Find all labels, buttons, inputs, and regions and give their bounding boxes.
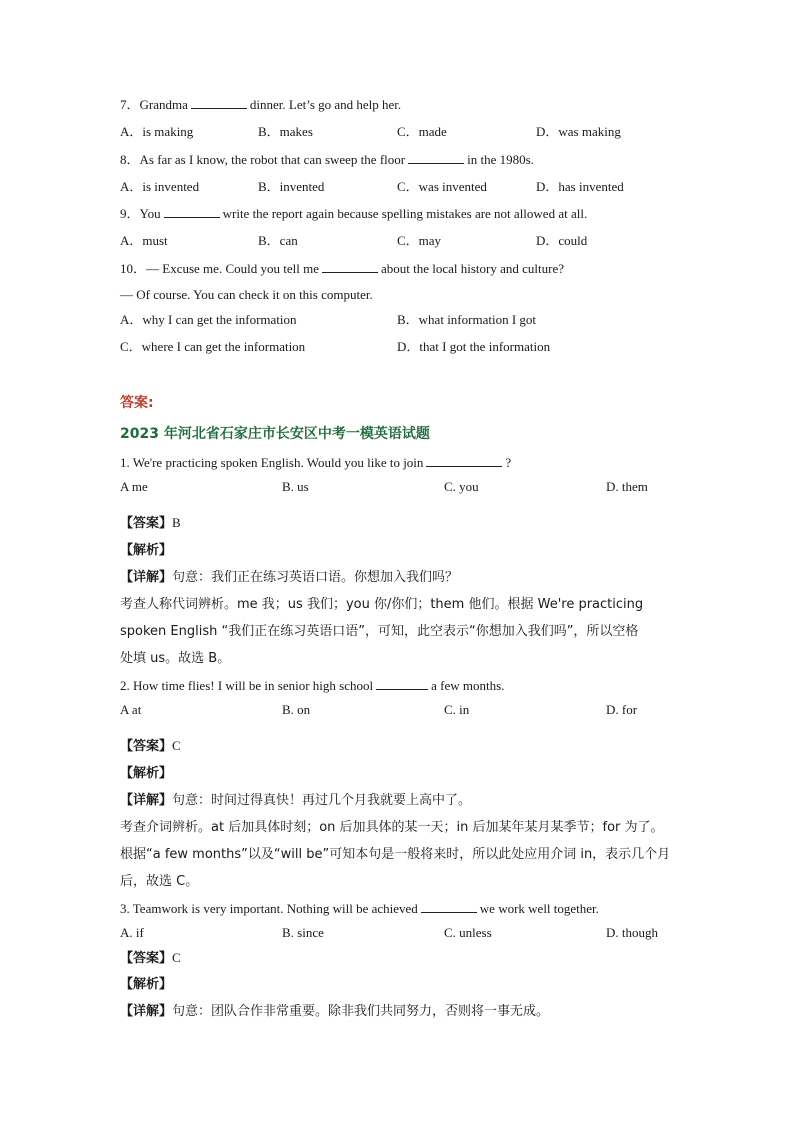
- option-c: C．where I can get the information: [120, 339, 306, 354]
- question-number: 8．: [120, 152, 140, 167]
- option-c: C. in: [444, 702, 470, 717]
- option-a: A me: [120, 479, 148, 494]
- option-b: B．makes: [258, 124, 313, 139]
- question-7: 7．Grandma dinner. Let’s go and help her.: [120, 97, 402, 112]
- solution-2-question: 2. How time flies! I will be in senior high school a few months.: [120, 678, 505, 693]
- solution-1-answer: 【答案】B: [120, 515, 181, 531]
- question-number: 10．: [120, 261, 147, 276]
- solution-3-answer: 【答案】C: [120, 950, 181, 966]
- solution-2-options: [120, 701, 720, 719]
- option-c: C. you: [444, 479, 479, 494]
- option-d: D．that I got the information: [397, 339, 551, 354]
- answer-blank: [421, 900, 477, 913]
- option-a: A．is making: [120, 124, 194, 139]
- question-9-options: [120, 232, 720, 250]
- option-a: A．must: [120, 233, 168, 248]
- question-number: 9．: [120, 206, 140, 221]
- answer-blank: [426, 454, 502, 467]
- option-b: B．what information I got: [397, 312, 537, 327]
- solution-2-explanation-3: 后，故选 C。: [120, 874, 199, 889]
- solution-2-explanation-2: 根据“a few months”以及“will be”可知本句是一般将来时，所以此处应用介词 in，表示几个月: [120, 847, 671, 862]
- answer-blank: [322, 260, 378, 273]
- solution-1-explanation-3: 处填 us。故选 B。: [120, 651, 231, 666]
- question-9: 9．You write the report again because spelling mistakes are not allowed at all.: [120, 206, 588, 221]
- solution-2-explanation-1: 考查介词辨析。at 后加具体时刻；on 后加具体的某一天；in 后加某年某月某季节；for 为了。: [120, 820, 664, 835]
- question-10-reply: — Of course. You can check it on this computer.: [120, 287, 373, 302]
- solution-2-answer: 【答案】C: [120, 738, 181, 754]
- answer-blank: [376, 677, 428, 690]
- solution-3-detail: 【详解】句意：团队合作非常重要。除非我们共同努力，否则将一事无成。: [120, 1004, 550, 1019]
- option-b: B．can: [258, 233, 298, 248]
- option-b: B. since: [282, 925, 324, 940]
- option-c: C．was invented: [397, 179, 487, 194]
- answers-heading: 答案:: [120, 395, 154, 411]
- option-d: D．could: [536, 233, 588, 248]
- answer-blank: [164, 205, 220, 218]
- option-b: B．invented: [258, 179, 325, 194]
- solution-1-detail: 【详解】句意：我们正在练习英语口语。你想加入我们吗？: [120, 570, 459, 585]
- solution-2-analysis-label: 【解析】: [120, 766, 173, 781]
- question-number: 7．: [120, 97, 140, 112]
- answer-blank: [408, 151, 464, 164]
- option-c: C．may: [397, 233, 442, 248]
- question-10: 10．— Excuse me. Could you tell me about the local history and culture?: [120, 261, 564, 276]
- solution-3-options: [120, 924, 720, 942]
- option-c: C．made: [397, 124, 447, 139]
- solution-1-analysis-label: 【解析】: [120, 543, 173, 558]
- solution-3-analysis-label: 【解析】: [120, 977, 173, 992]
- question-10-options-row1: [120, 311, 720, 329]
- option-c: C. unless: [444, 925, 492, 940]
- option-d: D. for: [606, 702, 638, 717]
- solution-3-question: 3. Teamwork is very important. Nothing will be achieved we work well together.: [120, 901, 599, 916]
- option-b: B. us: [282, 479, 309, 494]
- option-d: D．was making: [536, 124, 621, 139]
- question-7-options: [120, 123, 720, 141]
- solution-1-explanation-1: 考查人称代词辨析。me 我；us 我们；you 你/你们；them 他们。根据 We're practicing: [120, 597, 644, 612]
- option-a: A. if: [120, 925, 144, 940]
- question-8: 8．As far as I know, the robot that can sweep the floor in the 1980s.: [120, 152, 534, 167]
- exam-title: 2023 年河北省石家庄市长安区中考一模英语试题: [120, 426, 430, 442]
- option-a: A at: [120, 702, 142, 717]
- solution-1-explanation-2: spoken English “我们正在练习英语口语”，可知，此空表示“你想加入我们吗”，所以空格: [120, 624, 639, 639]
- option-d: D．has invented: [536, 179, 624, 194]
- solution-1-options: [120, 478, 720, 496]
- question-8-options: [120, 178, 720, 196]
- question-10-options-row2: [120, 338, 720, 356]
- solution-1-question: 1. We're practicing spoken English. Would you like to join ?: [120, 455, 512, 470]
- answer-blank: [191, 96, 247, 109]
- option-a: A．is invented: [120, 179, 200, 194]
- option-b: B. on: [282, 702, 311, 717]
- option-d: D. them: [606, 479, 648, 494]
- option-d: D. though: [606, 925, 658, 940]
- solution-2-detail: 【详解】句意：时间过得真快！再过几个月我就要上高中了。: [120, 793, 472, 808]
- option-a: A．why I can get the information: [120, 312, 297, 327]
